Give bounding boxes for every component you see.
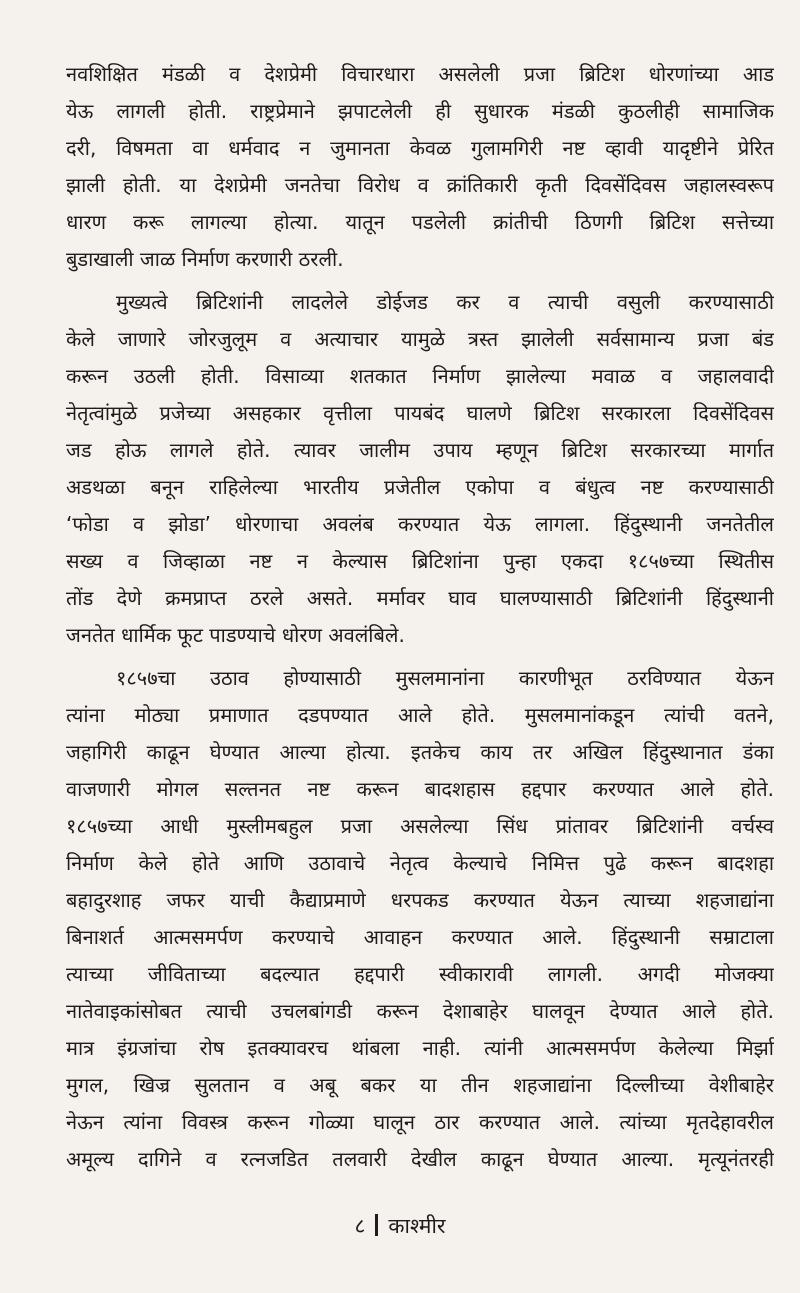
text-line: करून उठली होती. विसाव्या शतकात निर्माण झालेल्या मवाळ व जहालवादी (66, 364, 774, 388)
page-number: ८ (354, 1214, 366, 1238)
text-line: केले जाणारे जोरजुलूम व अत्याचार यामुळे त्रस्त झालेली सर्वसामान्य प्रजा बंड (66, 327, 774, 351)
book-title: काश्मीर (388, 1214, 446, 1238)
text-line: अमूल्य दागिने व रत्नजडित तलवारी देखील काढून घेण्यात आल्या. मृत्यूनंतरही (66, 1147, 774, 1171)
text-line: मुगल, खिज्र सुलतान व अबू बकर या तीन शहजाद्यांना दिल्लीच्या वेशीबाहेर (66, 1073, 774, 1097)
text-line: ‘फोडा व झोडा’ धोरणाचा अवलंब करण्यात येऊ लागला. हिंदुस्थानी जनतेतील (66, 512, 774, 536)
paragraph-2 (66, 284, 774, 654)
text-line: त्यांना मोठ्या प्रमाणात दडपण्यात आले होते. मुसलमानांकडून त्यांची वतने, (66, 703, 774, 727)
paragraph-3 (66, 660, 774, 1178)
text-line: त्याच्या जीविताच्या बदल्यात हद्दपारी स्वीकारावी लागली. अगदी मोजक्या (66, 962, 774, 986)
text-line: १८५७चा उठाव होण्यासाठी मुसलमानांना कारणीभूत ठरविण्यात येऊन (116, 666, 774, 690)
text-line: तोंड देणे क्रमप्राप्त ठरले असते. मर्मावर घाव घालण्यासाठी ब्रिटिशांनी हिंदुस्थानी (66, 586, 774, 610)
text-line: वाजणारी मोगल सल्तनत नष्ट करून बादशहास हद्दपार करण्यात आले होते. (66, 777, 774, 801)
text-line: येऊ लागली होती. राष्ट्रप्रेमाने झपाटलेली ही सुधारक मंडळी कुठलीही सामाजिक (66, 99, 774, 123)
text-line: नेतृत्वांमुळे प्रजेच्या असहकार वृत्तीला पायबंद घालणे ब्रिटिश सरकारला दिवसेंदिवस (66, 401, 774, 425)
text-line: १८५७च्या आधी मुस्लीमबहुल प्रजा असलेल्या सिंध प्रांतावर ब्रिटिशांनी वर्चस्व (66, 814, 774, 838)
text-line: सख्य व जिव्हाळा नष्ट न केल्यास ब्रिटिशांना पुन्हा एकदा १८५७च्या स्थितीस (66, 549, 774, 573)
text-line: धारण करू लागल्या होत्या. यातून पडलेली क्रांतीची ठिणगी ब्रिटिश सत्तेच्या (66, 210, 774, 234)
text-line: निर्माण केले होते आणि उठावाचे नेतृत्व केल्याचे निमित्त पुढे करून बादशहा (66, 851, 774, 875)
text-line: मुख्यत्वे ब्रिटिशांनी लादलेले डोईजड कर व त्याची वसुली करण्यासाठी (116, 290, 774, 314)
paragraph-1 (66, 56, 774, 278)
text-line: अडथळा बनून राहिलेल्या भारतीय प्रजेतील एकोपा व बंधुत्व नष्ट करण्यासाठी (66, 475, 774, 499)
text-line: झाली होती. या देशप्रेमी जनतेचा विरोध व क्रांतिकारी कृती दिवसेंदिवस जहालस्वरूप (66, 173, 774, 197)
text-line: नातेवाइकांसोबत त्याची उचलबांगडी करून देशाबाहेर घालवून देण्यात आले होते. (66, 999, 774, 1023)
text-line: बहादुरशाह जफर याची कैद्याप्रमाणे धरपकड करण्यात येऊन त्याच्या शहजाद्यांना (66, 888, 774, 912)
text-line: नवशिक्षित मंडळी व देशप्रेमी विचारधारा असलेली प्रजा ब्रिटिश धोरणांच्या आड (66, 62, 774, 86)
text-line: नेऊन त्यांना विवस्त्र करून गोळ्या घालून ठार करण्यात आले. त्यांच्या मृतदेहावरील (66, 1110, 774, 1134)
text-line: जनतेत धार्मिक फूट पाडण्याचे धोरण अवलंबिले. (66, 623, 405, 647)
text-line: बिनाशर्त आत्मसमर्पण करण्याचे आवाहन करण्यात आले. हिंदुस्थानी सम्राटाला (66, 925, 774, 949)
page-footer (0, 1211, 800, 1241)
body-text (66, 56, 774, 1178)
text-line: जड होऊ लागले होते. त्यावर जालीम उपाय म्हणून ब्रिटिश सरकारच्या मार्गात (66, 438, 774, 462)
text-line: जहागिरी काढून घेण्यात आल्या होत्या. इतकेच काय तर अखिल हिंदुस्थानात डंका (66, 740, 774, 764)
footer-separator (375, 1214, 378, 1236)
text-line: बुडाखाली जाळ निर्माण करणारी ठरली. (66, 247, 344, 271)
text-line: दरी, विषमता वा धर्मवाद न जुमानता केवळ गुलामगिरी नष्ट व्हावी यादृष्टीने प्रेरित (66, 136, 774, 160)
text-line: मात्र इंग्रजांचा रोष इतक्यावरच थांबला नाही. त्यांनी आत्मसमर्पण केलेल्या मिर्झा (66, 1036, 774, 1060)
